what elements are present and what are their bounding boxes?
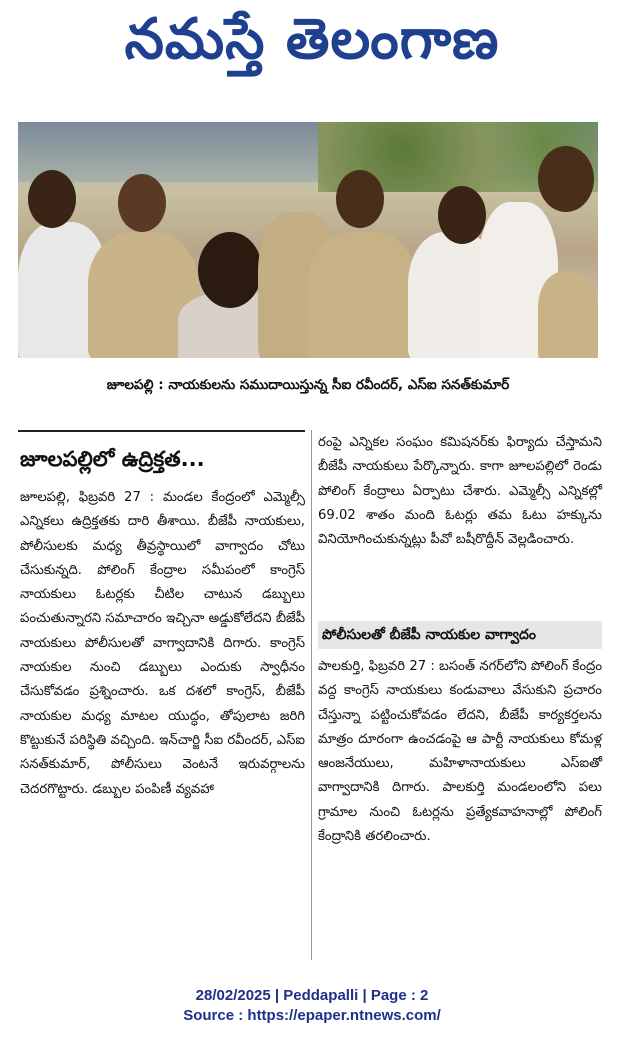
- page-footer: [0, 986, 624, 1026]
- article-headline: జూలపల్లిలో ఉద్రిక్తత...: [20, 447, 205, 471]
- masthead: [0, 0, 624, 78]
- right-column-top: [318, 431, 602, 552]
- newspaper-title: నమస్తే తెలంగాణ: [124, 6, 500, 72]
- footer-date-edition: 28/02/2025 | Peddapalli | Page : 2: [195, 987, 429, 1004]
- article-subheading: పోలీసులతో బీజేపీ నాయకుల వాగ్వాదం: [318, 621, 602, 649]
- left-paragraph: జూలపల్లి, ఫిబ్రవరి 27 : మండల కేంద్రంలో ఎమ్మెల్సీ ఎన్నికలు ఉద్రిక్తతకు దారి తీశాయి. బీజేపీ నాయకులు, పోలీసులకు మధ్య తీవ్రస్థాయిలో వాగ్వాదం చోటు చేసుకున్నది. పోలింగ్ కేంద్రాల సమీపంలో కాంగ్రెస్ నాయకులు ఓటర్లకు చీటిల చాటున డబ్బులు పంచుతున్నారని సమాచారం ఇచ్చినా అడ్డుకోలేదని బీజేపీ నాయకులు పోలీసులతో వాగ్వాదానికి దిగారు. కాంగ్రెస్ నాయకుల నుంచి డబ్బులు ఎందుకు స్వాధీనం చేసుకోవడం ప్రశ్నించారు. ఒక దశలో కాంగ్రెస్, బీజేపీ నాయకుల మధ్య మాటల యుద్ధం, తోపులాట జరిగి కొట్టుకునే పరిస్థితి వచ్చింది. ఇన్‌చార్జి సీఐ రవీందర్, ఎస్‌ఐ సనత్‌కుమార్, పోలీసులు వెంటనే ఇరువర్గాలను చెదరగొట్టారు. డబ్బుల పంపిణీ వ్యవహా: [20, 490, 305, 797]
- column-divider: [311, 430, 312, 960]
- news-photo: [18, 122, 598, 358]
- right-paragraph-2: పాలకుర్తి, ఫిబ్రవరి 27 : బసంత్ నగర్‌లోని పోలింగ్ కేంద్రం వద్ద కాంగ్రెస్ నాయకులు కండువాలు వేసుకుని ప్రచారం చేస్తున్నా పట్టించుకోవడం లేదని, బీజేపీ కార్యకర్తలను మాత్రం దూరంగా ఉంచడంపై ఆ పార్టీ నాయకులు కోమళ్ల ఆంజనేయులు, మహిళానాయకులు ఎస్‌ఐతో వాగ్వాదానికి దిగారు. పాలకుర్తి మండలంలోని పలు గ్రామాల నుంచి ఓటర్లను ప్రత్యేకవాహనాల్లో పోలింగ్ కేంద్రానికి తరలించారు.: [318, 659, 602, 845]
- footer-source: Source : https://epaper.ntnews.com/: [183, 1007, 441, 1024]
- right-column-bottom: [318, 655, 602, 849]
- right-paragraph-1: రంపై ఎన్నికల సంఘం కమిషనర్‌కు ఫిర్యాదు చేస్తామని బీజేపీ నాయకులు పేర్కొన్నారు. కాగా జూలపల్లిలో రెండు పోలింగ్ కేంద్రాలు ఏర్పాటు చేశారు. ఎమ్మెల్సీ ఎన్నికల్లో 69.02 శాతం మంది ఓటర్లు తమ ఓటు హక్కును వినియోగించుకున్నట్లు పీవో బషీరొద్దీన్ వెల్లడించారు.: [318, 435, 602, 548]
- photo-caption: జూలపల్లి : నాయకులను సముదాయిస్తున్న సీఐ రవీందర్, ఎస్‌ఐ సనత్‌కుమార్: [106, 376, 510, 393]
- left-column: [20, 486, 305, 802]
- headline-rule: [18, 430, 305, 432]
